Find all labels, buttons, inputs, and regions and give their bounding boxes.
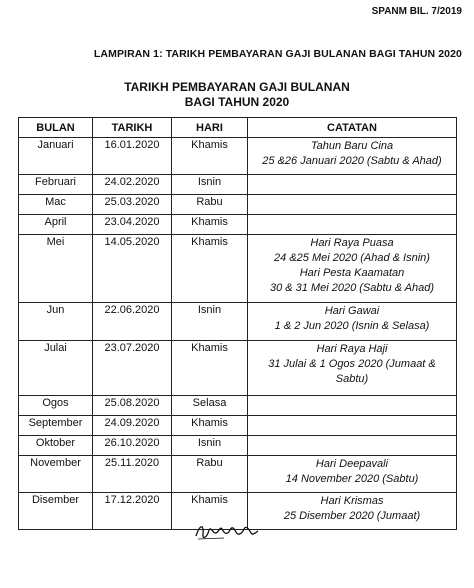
cell-catatan [248,235,457,303]
table-row [19,235,457,303]
header-bulan: BULAN [19,118,93,138]
cell-catatan [248,436,457,456]
cell-tarikh: 14.05.2020 [93,235,172,303]
cell-bulan: April [19,215,93,235]
cell-hari: Isnin [172,303,248,341]
salary-date-table [18,117,457,530]
cell-tarikh: 25.08.2020 [93,396,172,416]
table-row [19,341,457,396]
cell-hari: Khamis [172,493,248,530]
cell-catatan [248,396,457,416]
reference-number: SPANM BIL. 7/2019 [371,6,462,17]
header-catatan: CATATAN [248,118,457,138]
cell-hari: Rabu [172,456,248,493]
cell-tarikh: 17.12.2020 [93,493,172,530]
catatan-line: Hari Krismas [320,495,384,507]
cell-catatan [248,175,457,195]
cell-tarikh: 16.01.2020 [93,138,172,175]
catatan-line: Hari Gawai [324,305,380,317]
cell-bulan: September [19,416,93,436]
cell-catatan [248,456,457,493]
catatan-line: 25 Disember 2020 (Jumaat) [283,510,421,522]
table-row [19,396,457,416]
cell-catatan [248,303,457,341]
table-row [19,215,457,235]
cell-hari: Rabu [172,195,248,215]
cell-bulan: Februari [19,175,93,195]
cell-hari: Khamis [172,341,248,396]
cell-bulan: Jun [19,303,93,341]
title-line-1: TARIKH PEMBAYARAN GAJI BULANAN [124,80,350,94]
cell-bulan: Oktober [19,436,93,456]
catatan-line: 30 & 31 Mei 2020 (Sabtu & Ahad) [269,282,435,294]
cell-hari: Khamis [172,138,248,175]
cell-bulan: Mei [19,235,93,303]
cell-tarikh: 23.04.2020 [93,215,172,235]
cell-hari: Isnin [172,175,248,195]
catatan-line: 24 &25 Mei 2020 (Ahad & Isnin) [274,252,430,264]
catatan-line: Hari Deepavali [315,458,389,470]
document-title [0,80,474,110]
cell-tarikh: 25.11.2020 [93,456,172,493]
cell-bulan: November [19,456,93,493]
catatan-line: 25 &26 Januari 2020 (Sabtu & Ahad) [262,155,442,167]
cell-tarikh: 23.07.2020 [93,341,172,396]
catatan-line: Hari Raya Puasa [310,237,394,249]
table-header-row [19,118,457,138]
cell-hari: Khamis [172,416,248,436]
header-hari: HARI [172,118,248,138]
table-row [19,456,457,493]
cell-tarikh: 25.03.2020 [93,195,172,215]
title-line-2: BAGI TAHUN 2020 [184,95,290,109]
cell-bulan: Januari [19,138,93,175]
catatan-line: 1 & 2 Jun 2020 (Isnin & Selasa) [274,320,430,332]
cell-catatan [248,416,457,436]
table-row [19,416,457,436]
table-row [19,436,457,456]
table-row [19,195,457,215]
cell-hari: Selasa [172,396,248,416]
lampiran-heading: LAMPIRAN 1: TARIKH PEMBAYARAN GAJI BULANAN BAGI TAHUN 2020 [93,48,462,60]
cell-hari: Isnin [172,436,248,456]
catatan-line: 14 November 2020 (Sabtu) [285,473,419,485]
table-row [19,303,457,341]
cell-hari: Khamis [172,215,248,235]
cell-catatan [248,493,457,530]
catatan-line: Sabtu) [335,373,369,385]
cell-bulan: Julai [19,341,93,396]
cell-bulan: Ogos [19,396,93,416]
catatan-line: Hari Raya Haji [316,343,388,355]
header-tarikh: TARIKH [93,118,172,138]
cell-hari: Khamis [172,235,248,303]
cell-tarikh: 22.06.2020 [93,303,172,341]
cell-tarikh: 24.02.2020 [93,175,172,195]
cell-bulan: Mac [19,195,93,215]
cell-catatan [248,138,457,175]
catatan-line: 31 Julai & 1 Ogos 2020 (Jumaat & [268,358,436,370]
cell-catatan [248,195,457,215]
cell-tarikh: 26.10.2020 [93,436,172,456]
cell-catatan [248,215,457,235]
handwritten-signature [194,520,260,542]
cell-tarikh: 24.09.2020 [93,416,172,436]
cell-bulan: Disember [19,493,93,530]
catatan-line: Hari Pesta Kaamatan [299,267,405,279]
table-row [19,138,457,175]
cell-catatan [248,341,457,396]
catatan-line: Tahun Baru Cina [310,140,394,152]
table-row [19,175,457,195]
